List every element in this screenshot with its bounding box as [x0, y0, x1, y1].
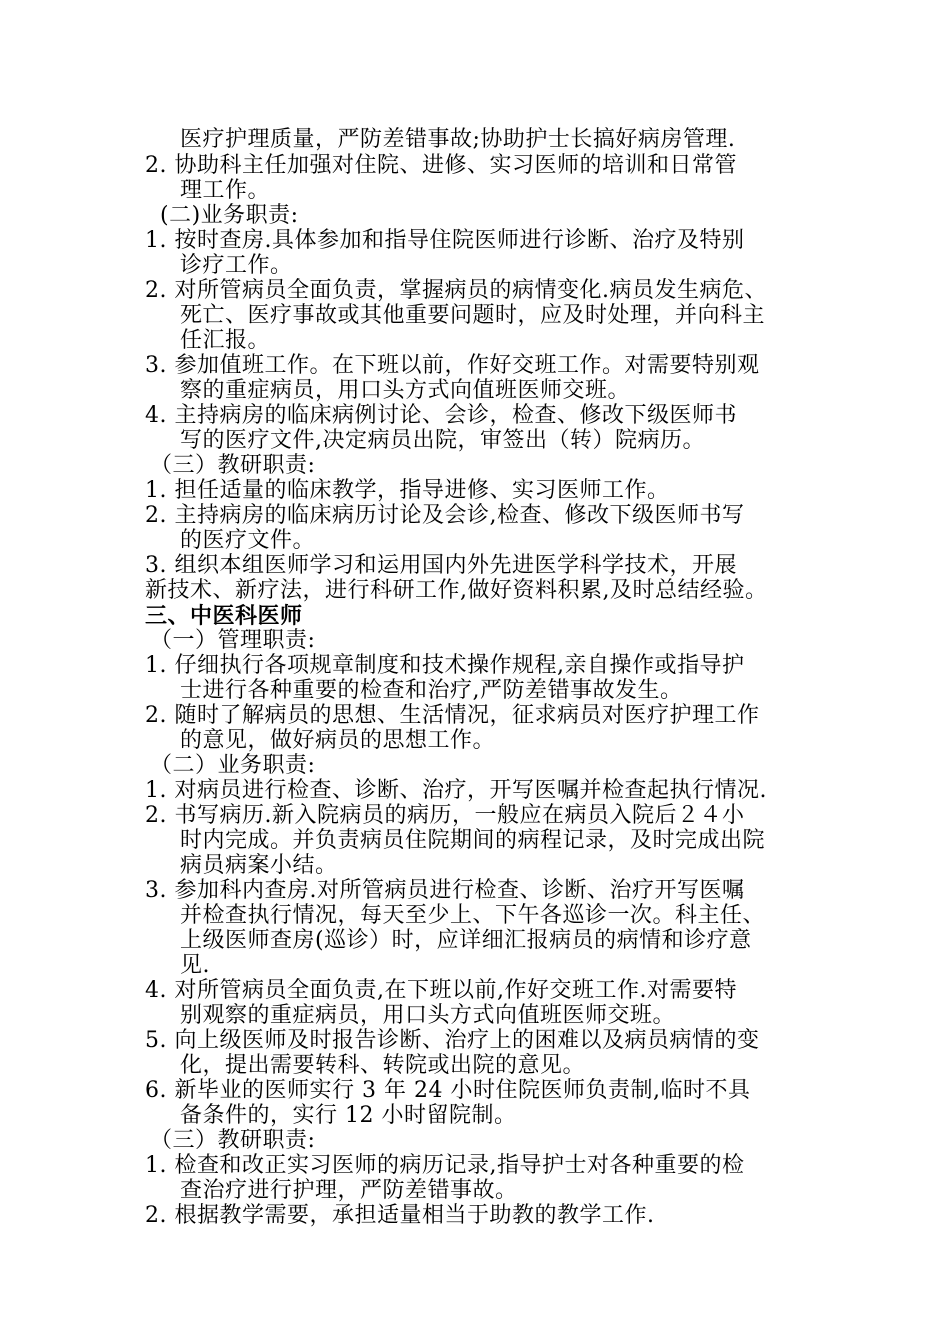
- list-item-number-line: 1. 对病员进行检查、诊断、治疗，开写医嘱并检查起执行情况.: [145, 778, 767, 803]
- list-item-number-line: 3. 组织本组医师学习和运用国内外先进医学科学技术，开展: [145, 553, 737, 578]
- section-heading: （三）教研职责:: [150, 453, 316, 478]
- text-line: 时内完成。并负责病员住院期间的病程记录，及时完成出院: [180, 828, 766, 853]
- text-line: 并检查执行情况，每天至少上、下午各巡诊一次。科主任、: [180, 903, 766, 928]
- text-line: 上级医师查房(巡诊）时，应详细汇报病员的病情和诊疗意: [180, 928, 752, 953]
- list-item-number-line: 2. 书写病历.新入院病员的病历，一般应在病员入院后２４小: [145, 803, 745, 828]
- list-item-number-line: 2. 主持病房的临床病历讨论及会诊,检查、修改下级医师书写: [145, 503, 745, 528]
- text-line: 理工作。: [180, 178, 271, 203]
- list-item-number-line: 1. 按时查房.具体参加和指导住院医师进行诊断、治疗及特别: [145, 228, 745, 253]
- text-line: 诊疗工作。: [180, 253, 293, 278]
- list-item-number-line: 3. 参加科内查房.对所管病员进行检查、诊断、治疗开写医嘱: [145, 878, 745, 903]
- section-heading: (二)业务职责:: [160, 203, 299, 228]
- list-item-number-line: 6. 新毕业的医师实行 3 年 24 小时住院医师负责制,临时不具: [145, 1078, 751, 1103]
- list-item-number-line: 4. 对所管病员全面负责,在下班以前,作好交班工作.对需要特: [145, 978, 737, 1003]
- list-item-number-line: 1. 仔细执行各项规章制度和技术操作规程,亲自操作或指导护: [145, 653, 745, 678]
- list-item-number-line: 4. 主持病房的临床病例讨论、会诊，检查、修改下级医师书: [145, 403, 737, 428]
- list-item-number-line: 1. 检查和改正实习医师的病历记录,指导护士对各种重要的检: [145, 1153, 745, 1178]
- list-item-number-line: 3. 参加值班工作。在下班以前，作好交班工作。对需要特别观: [145, 353, 760, 378]
- list-item-number-line: 2. 对所管病员全面负责，掌握病员的病情变化.病员发生病危、: [145, 278, 767, 303]
- text-line: 的意见，做好病员的思想工作。: [180, 728, 496, 753]
- text-line: 见.: [180, 953, 210, 978]
- section-heading: （三）教研职责:: [150, 1128, 316, 1153]
- text-line: 死亡、医疗事故或其他重要问题时，应及时处理，并向科主: [180, 303, 766, 328]
- text-line: 的医疗文件。: [180, 528, 316, 553]
- text-line: 士进行各种重要的检查和治疗,严防差错事故发生。: [180, 678, 683, 703]
- text-line: 医疗护理质量，严防差错事故;协助护士长搞好病房管理.: [180, 127, 736, 152]
- text-line: 查治疗进行护理，严防差错事故。: [180, 1178, 518, 1203]
- text-line: 病员病案小结。: [180, 853, 338, 878]
- section-heading: （一）管理职责:: [150, 628, 316, 653]
- list-item-number-line: 2. 根据教学需要，承担适量相当于助教的教学工作.: [145, 1203, 655, 1228]
- list-item-number-line: 5. 向上级医师及时报告诊断、治疗上的困难以及病员病情的变: [145, 1028, 760, 1053]
- text-line: 别观察的重症病员，用口头方式向值班医师交班。: [180, 1003, 676, 1028]
- section-heading: （二）业务职责:: [150, 753, 316, 778]
- text-line: 备条件的，实行 12 小时留院制。: [180, 1103, 517, 1128]
- text-line: 写的医疗文件,决定病员出院，审签出（转）院病历。: [180, 428, 705, 453]
- list-item-number-line: 2. 随时了解病员的思想、生活情况，征求病员对医疗护理工作: [145, 703, 760, 728]
- list-item-number-line: 1. 担任适量的临床教学，指导进修、实习医师工作。: [145, 478, 670, 503]
- text-line: 察的重症病员，用口头方式向值班医师交班。: [180, 378, 631, 403]
- list-item-number-line: 2. 协助科主任加强对住院、进修、实习医师的培训和日常管: [145, 153, 737, 178]
- text-line: 新技术、新疗法，进行科研工作,做好资料积累,及时总结经验。: [145, 578, 768, 603]
- text-line: 任汇报。: [180, 328, 271, 353]
- text-line: 化，提出需要转科、转院或出院的意见。: [180, 1053, 586, 1078]
- chapter-heading: 三、中医科医师: [145, 603, 303, 629]
